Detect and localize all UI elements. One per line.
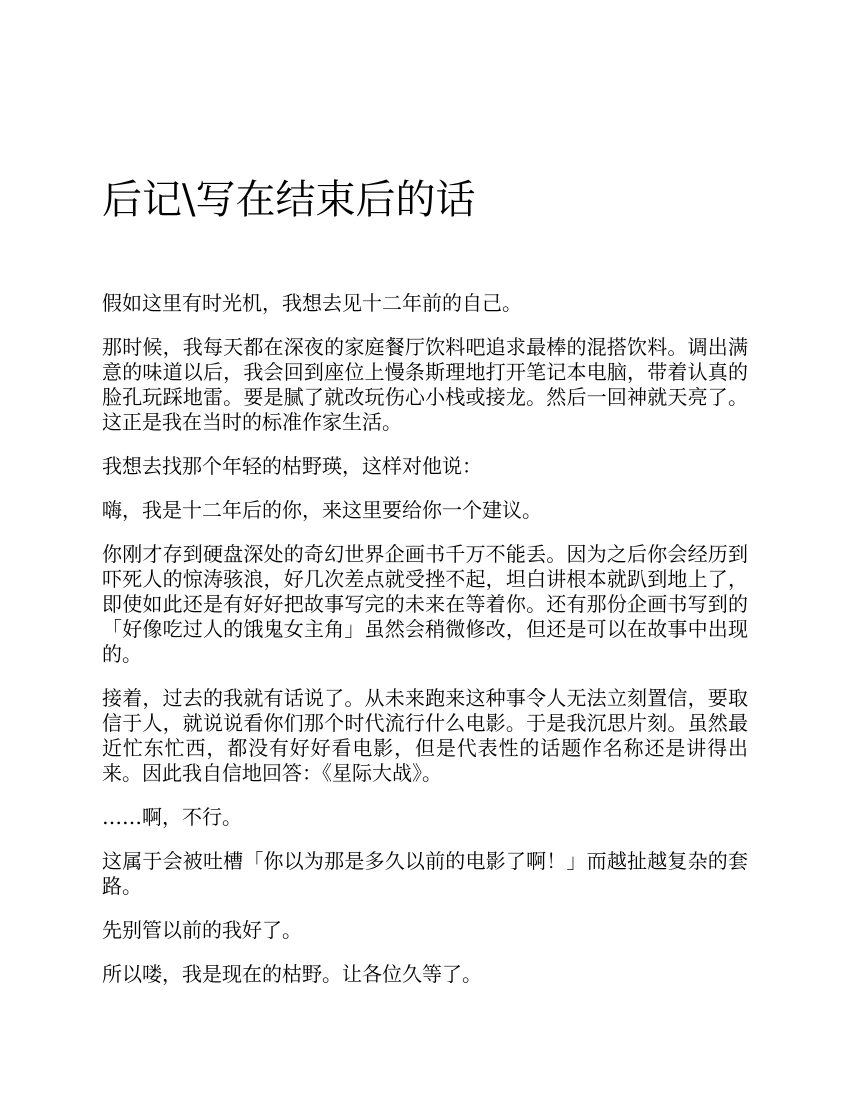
paragraph-9: 先别管以前的我好了。 [102,918,302,942]
paragraph-1: 假如这里有时光机，我想去见十二年前的自己。 [102,291,522,315]
paragraph-8: 这属于会被吐槽「你以为那是多久以前的电影了啊！」而越扯越复杂的套路。 [102,849,748,898]
paragraph-10: 所以喽，我是现在的枯野。让各位久等了。 [102,962,482,986]
paragraph-6: 接着，过去的我就有话说了。从未来跑来这种事令人无法立刻置信，要取信于人，就说说看你们那个时代流行什么电影。于是我沉思片刻。虽然最近忙东忙西，都没有好好看电影，但是代表性的话题作名称还是讲得出来。因此我自信地回答：《星际大战》。 [102,686,748,785]
document-body [102,291,748,1006]
paragraph-2: 那时候，我每天都在深夜的家庭餐厅饮料吧追求最棒的混搭饮料。调出满意的味道以后，我会回到座位上慢条斯理地打开笔记本电脑，带着认真的脸孔玩踩地雷。要是腻了就改玩伤心小栈或接龙。然后一回神就天亮了。这正是我在当时的标准作家生活。 [102,335,748,434]
page-title: 后记\写在结束后的话 [102,177,476,223]
paragraph-5: 你刚才存到硬盘深处的奇幻世界企画书千万不能丢。因为之后你会经历到吓死人的惊涛骇浪，好几次差点就受挫不起，坦白讲根本就趴到地上了，即使如此还是有好好把故事写完的未来在等着你。还有那份企画书写到的「好像吃过人的饿鬼女主角」虽然会稍微修改，但还是可以在故事中出现的。 [102,542,748,666]
paragraph-7: ……啊，不行。 [102,805,242,829]
paragraph-4: 嗨，我是十二年后的你，来这里要给你一个建议。 [102,498,542,522]
paragraph-3: 我想去找那个年轻的枯野瑛，这样对他说： [102,454,482,478]
